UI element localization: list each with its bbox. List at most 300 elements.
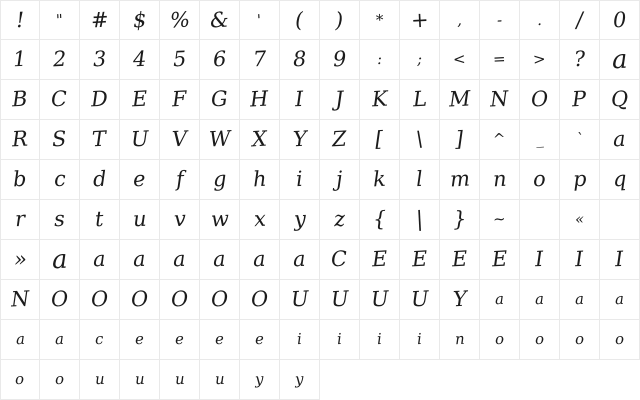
glyph-character: u: [134, 369, 145, 389]
glyph-character: X: [251, 126, 268, 152]
glyph-cell[interactable]: [40, 160, 80, 200]
glyph-character: 0: [612, 7, 627, 32]
glyph-character: a: [534, 289, 545, 309]
glyph-character: a: [252, 246, 267, 272]
glyph-character: ': [256, 10, 263, 29]
glyph-cell[interactable]: [120, 320, 160, 360]
glyph-cell[interactable]: [360, 280, 400, 320]
glyph-character: G: [210, 86, 229, 112]
glyph-character: #: [90, 7, 109, 32]
glyph-cell[interactable]: [120, 200, 160, 240]
glyph-character: n: [454, 329, 465, 349]
glyph-cell[interactable]: [520, 160, 560, 200]
glyph-character: .: [536, 10, 543, 29]
glyph-cell[interactable]: [400, 200, 440, 240]
glyph-character: {: [372, 206, 387, 232]
glyph-character: 8: [292, 46, 307, 72]
glyph-character: U: [289, 286, 309, 312]
glyph-cell[interactable]: [400, 40, 440, 80]
glyph-cell[interactable]: [320, 320, 360, 360]
glyph-character: N: [489, 86, 510, 112]
glyph-character: I: [534, 246, 545, 272]
glyph-cell[interactable]: [40, 0, 80, 40]
glyph-cell[interactable]: [280, 360, 320, 400]
glyph-character: C: [330, 246, 349, 272]
glyph-cell[interactable]: [560, 120, 600, 160]
glyph-character: 9: [332, 46, 347, 72]
glyph-character: v: [172, 206, 187, 232]
glyph-character: o: [14, 369, 25, 389]
glyph-cell[interactable]: [560, 80, 600, 120]
glyph-cell[interactable]: [480, 240, 520, 280]
glyph-cell[interactable]: [480, 200, 520, 240]
glyph-character: ,: [456, 10, 463, 29]
glyph-cell[interactable]: [560, 160, 600, 200]
glyph-cell[interactable]: [280, 240, 320, 280]
glyph-cell-empty: [400, 360, 440, 400]
glyph-cell[interactable]: [440, 80, 480, 120]
glyph-cell[interactable]: [360, 320, 400, 360]
glyph-character: a: [494, 289, 505, 309]
glyph-cell[interactable]: [240, 40, 280, 80]
glyph-character: u: [214, 369, 225, 389]
glyph-cell[interactable]: [80, 360, 120, 400]
glyph-character: ;: [416, 49, 423, 69]
glyph-character: P: [571, 86, 588, 112]
glyph-character: |: [415, 206, 424, 232]
glyph-character: O: [90, 286, 109, 312]
glyph-character: i: [416, 329, 423, 349]
glyph-character: Y: [291, 126, 308, 152]
glyph-cell[interactable]: [440, 120, 480, 160]
glyph-cell[interactable]: [480, 0, 520, 40]
glyph-cell[interactable]: [280, 40, 320, 80]
glyph-cell[interactable]: [400, 280, 440, 320]
glyph-character: Y: [451, 286, 468, 312]
glyph-character: c: [94, 329, 105, 349]
glyph-cell[interactable]: [160, 200, 200, 240]
glyph-cell[interactable]: [400, 160, 440, 200]
glyph-character: 2: [52, 46, 67, 72]
glyph-cell[interactable]: [40, 280, 80, 320]
glyph-character: U: [129, 126, 149, 152]
glyph-cell[interactable]: [520, 200, 560, 240]
glyph-cell[interactable]: [240, 0, 280, 40]
glyph-cell[interactable]: [160, 120, 200, 160]
glyph-character: »: [12, 246, 28, 272]
glyph-cell[interactable]: [400, 0, 440, 40]
glyph-cell[interactable]: [40, 40, 80, 80]
glyph-character: w: [209, 206, 230, 232]
glyph-cell-empty: [480, 360, 520, 400]
glyph-cell[interactable]: [240, 240, 280, 280]
glyph-cell[interactable]: [360, 240, 400, 280]
glyph-cell[interactable]: [480, 160, 520, 200]
glyph-character: m: [448, 166, 471, 192]
glyph-character: U: [409, 286, 429, 312]
glyph-character: U: [369, 286, 389, 312]
glyph-cell[interactable]: [240, 160, 280, 200]
glyph-cell[interactable]: [200, 120, 240, 160]
glyph-character: o: [494, 329, 505, 349]
glyph-cell[interactable]: [320, 160, 360, 200]
glyph-character: g: [212, 166, 227, 192]
glyph-character: +: [410, 7, 429, 32]
glyph-character: O: [130, 286, 149, 312]
glyph-character: 7: [252, 46, 267, 72]
glyph-character: _: [535, 129, 544, 149]
glyph-character: *: [375, 10, 384, 29]
glyph-character: e: [214, 329, 225, 349]
glyph-cell-empty: [360, 360, 400, 400]
glyph-character: E: [411, 246, 428, 272]
glyph-cell[interactable]: [520, 320, 560, 360]
glyph-character: u: [174, 369, 185, 389]
glyph-cell[interactable]: [320, 280, 360, 320]
glyph-cell[interactable]: [280, 200, 320, 240]
glyph-character: I: [294, 86, 305, 112]
glyph-character: S: [51, 126, 68, 152]
glyph-cell[interactable]: [240, 360, 280, 400]
glyph-cell[interactable]: [400, 80, 440, 120]
glyph-character: O: [530, 86, 549, 112]
glyph-cell[interactable]: [320, 120, 360, 160]
glyph-cell[interactable]: [560, 200, 600, 240]
glyph-cell[interactable]: [280, 120, 320, 160]
glyph-cell[interactable]: [600, 160, 640, 200]
glyph-cell[interactable]: [600, 200, 640, 240]
glyph-cell[interactable]: [80, 80, 120, 120]
glyph-character: (: [294, 7, 305, 32]
glyph-cell[interactable]: [480, 120, 520, 160]
glyph-character: i: [296, 329, 303, 349]
glyph-cell[interactable]: [200, 280, 240, 320]
glyph-cell[interactable]: [80, 120, 120, 160]
glyph-character: V: [171, 126, 188, 152]
glyph-cell[interactable]: [120, 240, 160, 280]
glyph-cell[interactable]: [560, 320, 600, 360]
glyph-character: a: [54, 329, 65, 349]
glyph-character: p: [572, 166, 587, 192]
glyph-character: n: [492, 166, 507, 192]
glyph-cell[interactable]: [200, 0, 240, 40]
glyph-cell[interactable]: [440, 40, 480, 80]
glyph-cell[interactable]: [360, 200, 400, 240]
glyph-character: a: [612, 126, 627, 152]
glyph-character: Z: [331, 126, 348, 152]
glyph-cell[interactable]: [440, 240, 480, 280]
glyph-character: U: [329, 286, 349, 312]
glyph-character: O: [50, 286, 69, 312]
glyph-character: i: [295, 166, 304, 192]
glyph-character: o: [532, 166, 547, 192]
glyph-character: M: [448, 86, 471, 112]
glyph-cell[interactable]: [560, 40, 600, 80]
glyph-cell[interactable]: [80, 40, 120, 80]
glyph-character: a: [172, 246, 187, 272]
glyph-cell[interactable]: [40, 360, 80, 400]
glyph-cell[interactable]: [80, 240, 120, 280]
glyph-character: y: [294, 369, 305, 389]
glyph-character: I: [574, 246, 585, 272]
glyph-character: W: [208, 126, 231, 152]
glyph-character: «: [574, 209, 585, 229]
glyph-cell[interactable]: [200, 320, 240, 360]
glyph-cell[interactable]: [520, 80, 560, 120]
glyph-character: $: [132, 7, 147, 32]
glyph-character: y: [254, 369, 265, 389]
glyph-character: `: [575, 129, 584, 149]
glyph-cell[interactable]: [360, 40, 400, 80]
glyph-character: a: [92, 246, 107, 272]
glyph-cell[interactable]: [600, 80, 640, 120]
glyph-cell[interactable]: [40, 320, 80, 360]
glyph-cell[interactable]: [200, 160, 240, 200]
glyph-cell[interactable]: [240, 120, 280, 160]
glyph-cell[interactable]: [120, 40, 160, 80]
glyph-cell[interactable]: [600, 120, 640, 160]
glyph-character: z: [333, 206, 346, 232]
glyph-character: -: [496, 10, 503, 29]
glyph-character: 4: [132, 46, 147, 72]
glyph-cell[interactable]: [520, 280, 560, 320]
glyph-character: l: [415, 166, 424, 192]
glyph-cell-empty: [520, 360, 560, 400]
glyph-cell[interactable]: [160, 360, 200, 400]
glyph-cell[interactable]: [0, 320, 40, 360]
glyph-character: >: [532, 49, 547, 69]
glyph-cell[interactable]: [440, 280, 480, 320]
glyph-character: E: [131, 86, 148, 112]
glyph-cell[interactable]: [440, 320, 480, 360]
glyph-character: Q: [610, 86, 629, 112]
glyph-cell[interactable]: [160, 240, 200, 280]
glyph-cell[interactable]: [160, 320, 200, 360]
glyph-cell[interactable]: [80, 320, 120, 360]
glyph-cell[interactable]: [520, 0, 560, 40]
glyph-cell[interactable]: [0, 160, 40, 200]
glyph-cell[interactable]: [600, 40, 640, 80]
glyph-character: j: [335, 166, 344, 192]
glyph-cell[interactable]: [40, 120, 80, 160]
glyph-character: i: [336, 329, 343, 349]
glyph-cell[interactable]: [400, 320, 440, 360]
glyph-character: t: [94, 206, 105, 232]
glyph-character: h: [252, 166, 267, 192]
glyph-cell[interactable]: [480, 40, 520, 80]
glyph-cell[interactable]: [440, 200, 480, 240]
glyph-cell[interactable]: [360, 160, 400, 200]
glyph-cell[interactable]: [400, 120, 440, 160]
glyph-cell[interactable]: [560, 240, 600, 280]
glyph-character: b: [12, 166, 28, 192]
glyph-cell[interactable]: [160, 160, 200, 200]
glyph-character: a: [292, 246, 307, 272]
glyph-cell[interactable]: [560, 280, 600, 320]
glyph-character: e: [254, 329, 265, 349]
glyph-character: [: [374, 126, 385, 152]
glyph-character: ~: [492, 209, 507, 229]
glyph-character: E: [451, 246, 468, 272]
glyph-character: !: [15, 7, 25, 32]
glyph-cell[interactable]: [520, 40, 560, 80]
glyph-cell[interactable]: [120, 120, 160, 160]
glyph-character: O: [250, 286, 269, 312]
glyph-cell[interactable]: [280, 0, 320, 40]
glyph-character: :: [376, 49, 383, 69]
glyph-character: u: [132, 206, 147, 232]
glyph-character: E: [371, 246, 388, 272]
glyph-character: ?: [573, 46, 586, 72]
glyph-cell[interactable]: [120, 280, 160, 320]
glyph-character: C: [50, 86, 69, 112]
glyph-character: i: [376, 329, 383, 349]
glyph-cell[interactable]: [0, 80, 40, 120]
glyph-cell[interactable]: [240, 280, 280, 320]
glyph-character: e: [132, 166, 147, 192]
glyph-character: T: [91, 126, 108, 152]
glyph-cell[interactable]: [0, 200, 40, 240]
glyph-cell[interactable]: [80, 0, 120, 40]
glyph-cell[interactable]: [320, 240, 360, 280]
glyph-cell[interactable]: [520, 240, 560, 280]
glyph-character: o: [574, 329, 585, 349]
glyph-character: }: [452, 206, 467, 232]
glyph-character: a: [132, 246, 147, 272]
glyph-character: a: [574, 289, 585, 309]
glyph-cell[interactable]: [200, 200, 240, 240]
glyph-cell[interactable]: [480, 280, 520, 320]
glyph-cell[interactable]: [120, 0, 160, 40]
glyph-cell[interactable]: [0, 240, 40, 280]
glyph-character: r: [14, 206, 26, 232]
glyph-character: I: [614, 246, 625, 272]
glyph-character: o: [54, 369, 65, 389]
glyph-character: O: [170, 286, 189, 312]
glyph-character: f: [174, 166, 184, 192]
glyph-cell[interactable]: [360, 80, 400, 120]
glyph-character: a: [614, 289, 625, 309]
glyph-cell[interactable]: [0, 360, 40, 400]
glyph-cell[interactable]: [200, 360, 240, 400]
glyph-cell[interactable]: [240, 80, 280, 120]
glyph-character: ): [334, 7, 345, 32]
glyph-cell[interactable]: [200, 40, 240, 80]
glyph-cell[interactable]: [160, 80, 200, 120]
glyph-character: =: [492, 49, 507, 69]
glyph-cell[interactable]: [160, 280, 200, 320]
glyph-cell[interactable]: [280, 160, 320, 200]
glyph-character: H: [249, 86, 270, 112]
glyph-cell[interactable]: [80, 160, 120, 200]
glyph-character: a: [50, 244, 69, 275]
glyph-character: 1: [12, 46, 28, 72]
glyph-cell[interactable]: [440, 0, 480, 40]
glyph-character: u: [94, 369, 105, 389]
glyph-character: ": [55, 10, 64, 29]
glyph-character: 3: [92, 46, 107, 72]
glyph-cell-empty: [600, 360, 640, 400]
glyph-character: F: [171, 86, 188, 112]
glyph-character: a: [610, 44, 629, 75]
glyph-cell[interactable]: [560, 0, 600, 40]
glyph-cell[interactable]: [200, 240, 240, 280]
glyph-cell[interactable]: [40, 240, 80, 280]
glyph-character: B: [11, 86, 29, 112]
glyph-cell[interactable]: [280, 280, 320, 320]
glyph-character: s: [53, 206, 66, 232]
glyph-cell[interactable]: [160, 40, 200, 80]
glyph-cell-empty: [560, 360, 600, 400]
glyph-cell[interactable]: [40, 200, 80, 240]
glyph-character: \: [415, 126, 424, 152]
glyph-character: K: [370, 86, 388, 112]
glyph-cell[interactable]: [280, 80, 320, 120]
glyph-cell[interactable]: [40, 80, 80, 120]
glyph-character: R: [11, 126, 29, 152]
glyph-cell[interactable]: [320, 80, 360, 120]
glyph-cell[interactable]: [240, 200, 280, 240]
glyph-cell[interactable]: [440, 160, 480, 200]
glyph-cell[interactable]: [600, 320, 640, 360]
glyph-cell[interactable]: [480, 80, 520, 120]
glyph-cell[interactable]: [600, 280, 640, 320]
glyph-cell-empty: [320, 360, 360, 400]
glyph-character: N: [10, 286, 30, 312]
glyph-cell[interactable]: [0, 40, 40, 80]
glyph-cell[interactable]: [320, 200, 360, 240]
glyph-cell[interactable]: [320, 40, 360, 80]
glyph-cell[interactable]: [360, 0, 400, 40]
glyph-character: &: [209, 7, 230, 32]
glyph-cell[interactable]: [200, 80, 240, 120]
glyph-character: 5: [172, 46, 187, 72]
glyph-cell[interactable]: [480, 320, 520, 360]
glyph-cell[interactable]: [400, 240, 440, 280]
glyph-cell[interactable]: [520, 120, 560, 160]
glyph-cell[interactable]: [360, 120, 400, 160]
glyph-cell[interactable]: [0, 280, 40, 320]
glyph-character: O: [210, 286, 229, 312]
glyph-cell[interactable]: [600, 0, 640, 40]
glyph-character: k: [372, 166, 387, 192]
glyph-cell[interactable]: [120, 160, 160, 200]
glyph-cell[interactable]: [0, 120, 40, 160]
glyph-character: ]: [454, 126, 465, 152]
glyph-character: D: [90, 86, 109, 112]
glyph-cell[interactable]: [160, 0, 200, 40]
glyph-character: o: [614, 329, 625, 349]
glyph-character: e: [134, 329, 145, 349]
glyph-character: d: [92, 166, 107, 192]
glyph-cell[interactable]: [320, 0, 360, 40]
glyph-cell[interactable]: [120, 80, 160, 120]
glyph-character: a: [212, 246, 227, 272]
glyph-cell[interactable]: [80, 200, 120, 240]
glyph-cell[interactable]: [280, 320, 320, 360]
glyph-cell[interactable]: [600, 240, 640, 280]
glyph-character: o: [534, 329, 545, 349]
glyph-character: L: [411, 86, 428, 112]
glyph-character: q: [612, 166, 627, 192]
glyph-character: e: [174, 329, 185, 349]
glyph-cell[interactable]: [0, 0, 40, 40]
glyph-cell[interactable]: [240, 320, 280, 360]
glyph-cell[interactable]: [120, 360, 160, 400]
glyph-character: <: [452, 49, 467, 69]
glyph-cell[interactable]: [80, 280, 120, 320]
glyph-character: ^: [492, 129, 507, 149]
